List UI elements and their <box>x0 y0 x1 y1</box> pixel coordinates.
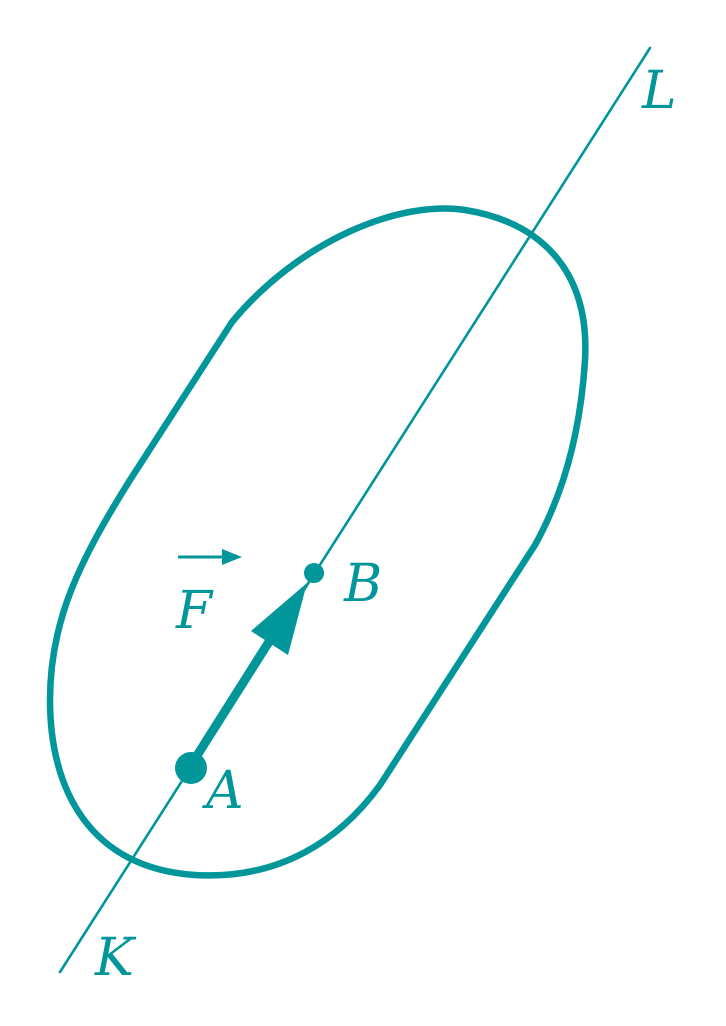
force-vector-arrowhead <box>251 583 307 655</box>
label-a: A <box>206 761 244 821</box>
label-f: F <box>176 581 213 641</box>
point-b-dot <box>304 563 324 583</box>
rigid-body-outline <box>50 208 585 875</box>
vector-arrow-icon <box>178 549 242 565</box>
line-of-action <box>60 48 650 972</box>
label-b: B <box>344 554 383 614</box>
label-l: L <box>642 61 677 121</box>
point-a-dot <box>175 752 207 784</box>
force-vector-shaft <box>191 637 272 765</box>
label-k: K <box>95 928 134 988</box>
